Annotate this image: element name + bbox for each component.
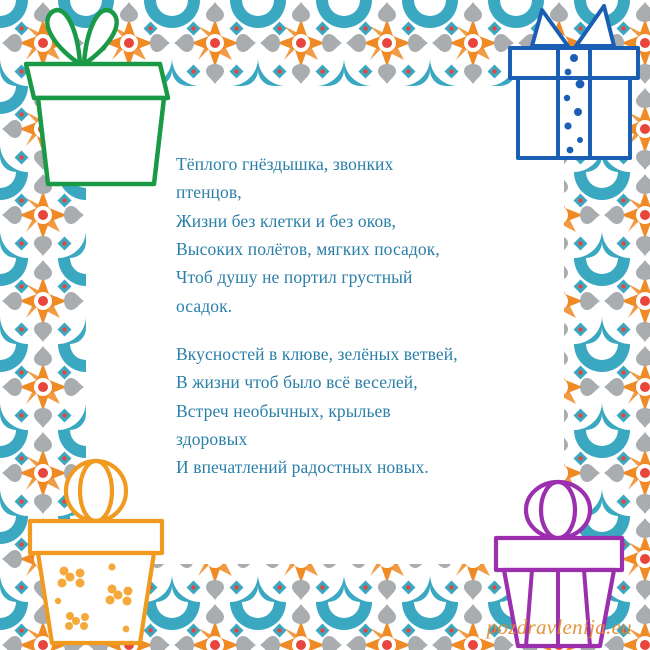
poem-line: осадок. — [176, 295, 233, 316]
gift-box-green — [8, 2, 178, 187]
poem-line: здоровых — [176, 429, 248, 450]
poem-line: Чтоб душу не портил грустный — [176, 267, 413, 288]
site-watermark: pozdravlenija.eu — [486, 615, 632, 639]
poem-line: птенцов, — [176, 182, 242, 203]
poem-line: Встреч необычных, крыльев — [176, 400, 391, 421]
poem-line: Вкусностей в клюве, зелёных ветвей, — [176, 344, 458, 365]
poem-text — [176, 150, 536, 482]
poem-stanza-2 — [176, 340, 536, 482]
gift-box-orange — [14, 455, 179, 650]
poem-line: В жизни чтоб было всё веселей, — [176, 372, 418, 393]
gift-box-blue — [498, 2, 648, 167]
poem-line: Высоких полётов, мягких посадок, — [176, 239, 440, 260]
poem-line: Жизни без клетки и без оков, — [176, 210, 397, 231]
poem-line: И впечатлений радостных новых. — [176, 457, 429, 478]
poem-line: Тёплого гнёздышка, звонких — [176, 154, 394, 174]
poem-stanza-1 — [176, 150, 536, 320]
